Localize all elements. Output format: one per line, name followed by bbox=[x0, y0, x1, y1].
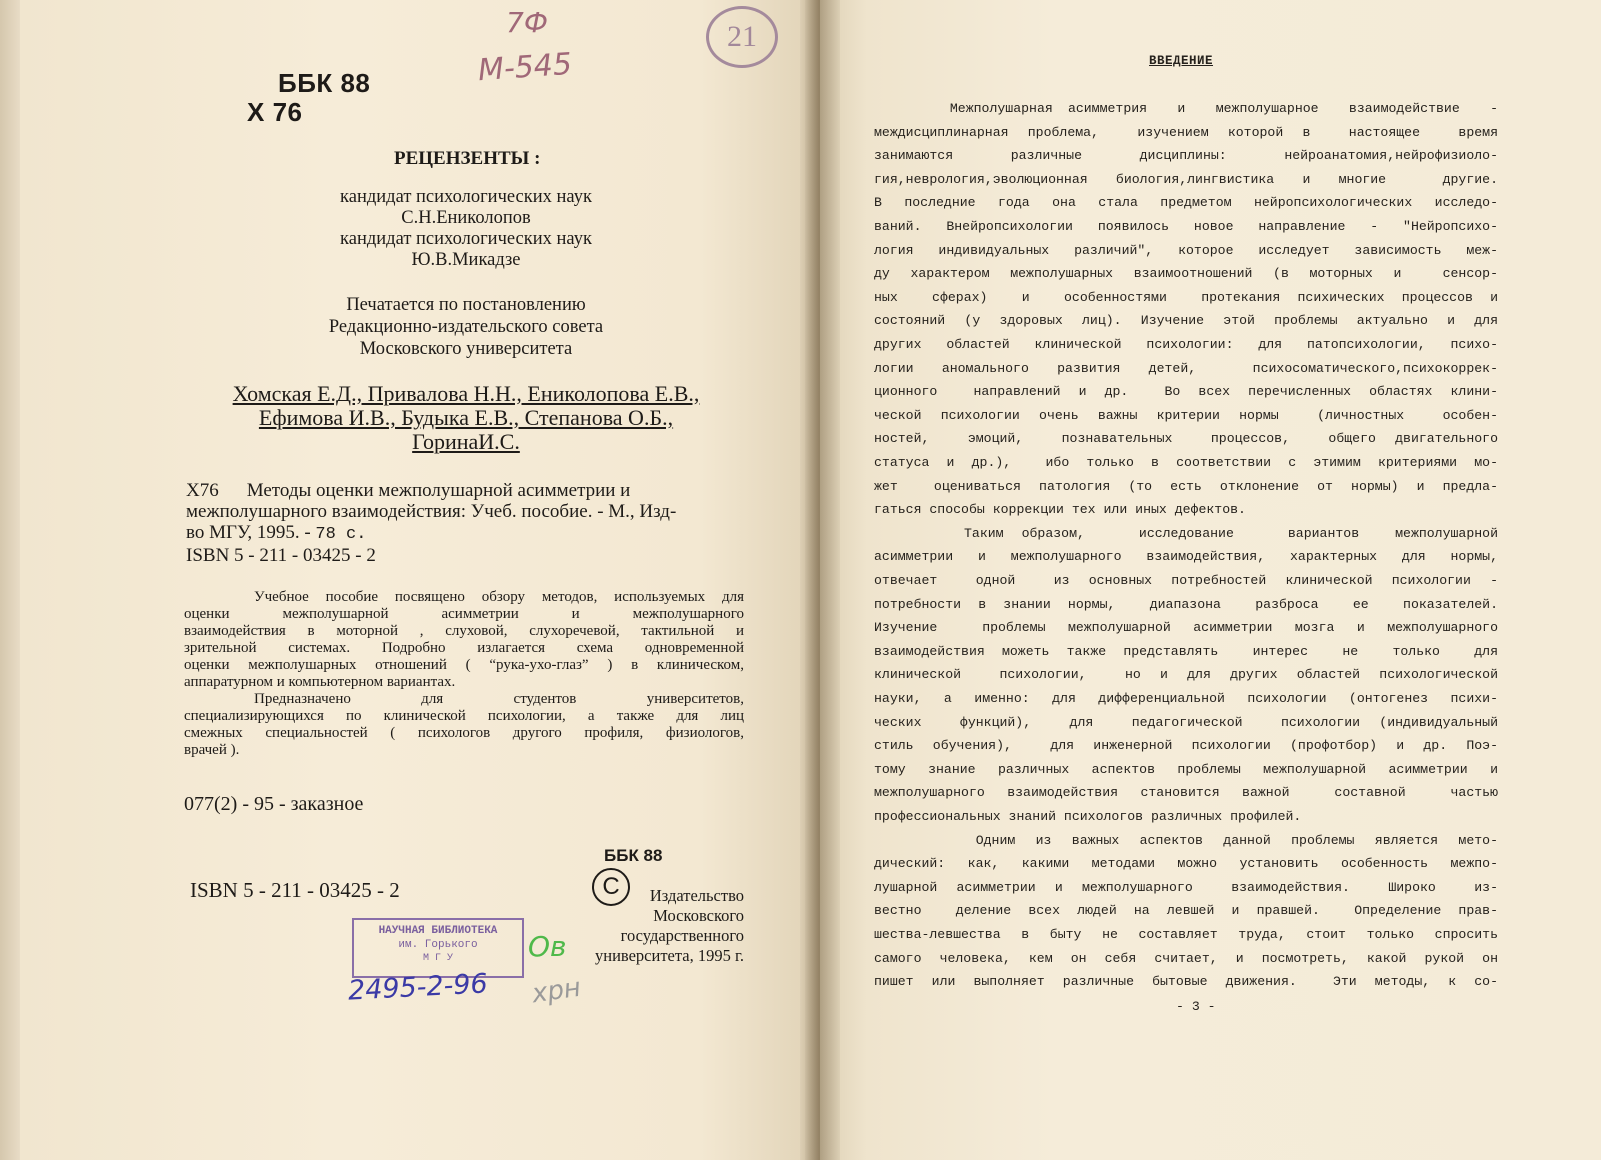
publisher-line: Московского bbox=[653, 906, 744, 925]
catalog-pages: 78 с. bbox=[315, 525, 367, 544]
body-text-line: вестно деление всех людей на левшей и правшей. Определение прав- bbox=[874, 903, 1498, 919]
handwritten-shelf-mark: 7Ф bbox=[506, 6, 548, 39]
bbk-code-bottom: ББК 88 bbox=[604, 846, 663, 865]
library-stamp-line: им. Горького bbox=[398, 939, 478, 951]
body-text-line: ческой психологии очень важны критерии нормы (личностных особен- bbox=[874, 407, 1498, 423]
body-text-line: Таким образом, исследование вариантов межполушарной bbox=[874, 525, 1498, 541]
bbk-code: ББК 88 bbox=[278, 68, 371, 98]
publication-note-line: Печатается по постановлению bbox=[346, 295, 586, 315]
reviewer-name: Ю.В.Микадзе bbox=[411, 250, 521, 270]
annotation-line: оценки межполушарных отношений ( “рука-ухо-глаз” ) в клиническом, bbox=[184, 657, 744, 673]
body-text-line: стиль обучения), для инженерной психологии (профотбор) и др. Поэ- bbox=[874, 738, 1498, 754]
authors-line: Ефимова И.В., Будыка Е.В., Степанова О.Б., bbox=[258, 405, 674, 430]
body-text-line: пишет или выполняет различные бытовые движения. Эти методы, к со- bbox=[874, 974, 1498, 990]
author-index: Х 76 bbox=[247, 97, 303, 127]
body-text-line: жет оцениваться патология (то есть отклонение от нормы) и предла- bbox=[874, 478, 1498, 494]
body-text-line: асимметрии и межполушарного взаимодействия, характерных для нормы, bbox=[874, 549, 1498, 565]
handwritten-green-mark: Ов bbox=[528, 930, 567, 963]
handwritten-inventory-number: 2495-2-96 bbox=[347, 968, 489, 1007]
annotation-line: врачей ). bbox=[184, 742, 240, 758]
body-text-line: профессиональных знаний психологов различных профилей. bbox=[874, 809, 1302, 824]
library-stamp-line: НАУЧНАЯ БИБЛИОТЕКА bbox=[378, 925, 498, 937]
body-text-line: гаться способы коррекции тех или иных дефектов. bbox=[874, 502, 1246, 518]
annotation-line: специализирующихся по клинической психологии, а также для лиц bbox=[184, 708, 744, 724]
body-text-line: ду характером межполушарных взаимоотношений (в моторных и сенсор- bbox=[874, 266, 1498, 282]
scan-bottom-edge bbox=[0, 1160, 1601, 1173]
publication-note-line: Редакционно-издательского совета bbox=[328, 317, 604, 337]
authors-block bbox=[180, 382, 752, 454]
publisher-block bbox=[560, 886, 744, 966]
body-text-line: логии аномального развития детей, психосоматического,психокоррек- bbox=[874, 360, 1498, 376]
publisher-line: Издательство bbox=[649, 886, 744, 905]
authors-line: ГоринаИ.С. bbox=[412, 429, 520, 454]
body-text-line: ваний. Внейропсихологии появилось новое направление - "Нейропсихо- bbox=[874, 219, 1498, 234]
annotation-line: зрительной системах. Подробно излагается схема одновременной bbox=[184, 640, 744, 656]
body-text-line: отвечает одной из основных потребностей клинической психологии - bbox=[874, 573, 1498, 588]
body-text-line: междисциплинарная проблема, изучением которой в настоящее время bbox=[874, 124, 1498, 140]
circled-number-stamp: 21 bbox=[706, 6, 778, 68]
body-text-line: Одним из важных аспектов данной проблемы является мето- bbox=[874, 832, 1498, 848]
catalog-entry bbox=[186, 480, 746, 566]
reviewers-title: РЕЦЕНЗЕНТЫ : bbox=[394, 148, 541, 169]
body-text-line: ных сферах) и особенностями протекания психических процессов и bbox=[874, 289, 1498, 305]
isbn-bottom: ISBN 5 - 211 - 03425 - 2 bbox=[190, 878, 400, 902]
annotation-line: оценки межполушарной асимметрии и межполушарного bbox=[184, 606, 744, 622]
publication-note-line: Московского университета bbox=[359, 339, 573, 359]
body-text-line: межполушарного взаимодействия становится важной составной частью bbox=[874, 785, 1498, 801]
catalog-code: Х76 bbox=[186, 480, 219, 501]
annotation bbox=[184, 589, 744, 759]
body-text-line: шества-левшества в быту не составляет труда, стоит только спросить bbox=[874, 927, 1498, 942]
body-text-line: тому знание различных аспектов проблемы межполушарной асимметрии и bbox=[874, 761, 1498, 777]
body-text-line: взаимодействия можеть также представлять интерес не только для bbox=[874, 643, 1498, 659]
annotation-line: Учебное пособие посвящено обзору методов, используемых для bbox=[254, 589, 744, 605]
handwritten-gray-mark: хрн bbox=[530, 972, 583, 1010]
catalog-title: Методы оценки межполушарной асимметрии и bbox=[246, 480, 631, 501]
body-text-line: логия индивидуальных различий", которое исследует зависимость меж- bbox=[874, 242, 1498, 258]
book-edge bbox=[0, 0, 20, 1173]
body-text-line: ческих функций), для педагогической психологии (индивидуальный bbox=[874, 714, 1498, 730]
reviewer-degree: кандидат психологических наук bbox=[340, 187, 592, 207]
body-text-line: Изучение проблемы межполушарной асимметрии мозга и межполушарного bbox=[874, 620, 1498, 636]
body-text-line: статуса и др.), ибо только в соответствии с этимим критериями мо- bbox=[874, 455, 1498, 470]
body-text-line: потребности в знании нормы, диапазона разброса ее показателей. bbox=[874, 596, 1498, 612]
authors-line: Хомская Е.Д., Привалова Н.Н., Ениколопова Е.В., bbox=[232, 381, 700, 406]
body-text-line: гия,неврология,эволюционная биология,лингвистика и многие другие. bbox=[874, 171, 1498, 187]
body-text-line: состояний (у здоровых лиц). Изучение этой проблемы актуально и для bbox=[874, 313, 1498, 329]
body-text-line: занимаются различные дисциплины: нейроанатомия,нейрофизиоло- bbox=[874, 148, 1498, 164]
book-gutter-shadow bbox=[800, 0, 840, 1160]
annotation-line: Предназначено для студентов университетов, bbox=[254, 691, 744, 707]
catalog-line: межполушарного взаимодействия: Учеб. пособие. - М., Изд- bbox=[186, 501, 677, 522]
copyright-icon: C bbox=[592, 868, 630, 906]
publication-note bbox=[266, 294, 666, 360]
reviewers-block bbox=[266, 187, 666, 271]
body-text-line: В последние года она стала предметом нейропсихологических исследо- bbox=[874, 195, 1498, 211]
publisher-line: университета, 1995 г. bbox=[594, 946, 744, 965]
body-text-line: дический: как, какими методами можно установить особенность межпо- bbox=[874, 856, 1498, 872]
body-text-line: ностей, эмоций, познавательных процессов, общего двигательного bbox=[874, 431, 1498, 447]
body-text-line: лушарной асимметрии и межполушарного взаимодействия. Широко из- bbox=[874, 879, 1498, 895]
body-text-line: Межполушарная асимметрия и межполушарное взаимодействие - bbox=[874, 101, 1498, 116]
annotation-line: аппаратурном и компьютерном вариантах. bbox=[184, 674, 456, 690]
body-text-line: самого человека, кем он себя считает, и посмотреть, какой рукой он bbox=[874, 950, 1498, 966]
library-stamp bbox=[352, 918, 524, 978]
page-number: - 3 - bbox=[1176, 999, 1216, 1014]
library-stamp-line: М Г У bbox=[422, 953, 453, 964]
annotation-line: смежных специальностей ( психологов другого профиля, физиологов, bbox=[184, 725, 744, 741]
handwritten-call-number: М-545 bbox=[476, 46, 574, 89]
publisher-line: государственного bbox=[620, 926, 744, 945]
body-text-line: науки, а именно: для дифференциальной психологии (онтогенез психи- bbox=[874, 691, 1498, 706]
reviewer-name: С.Н.Ениколопов bbox=[401, 208, 531, 228]
body-text-line: клинической психологии, но и для других областей психологической bbox=[874, 667, 1498, 683]
catalog-isbn: ISBN 5 - 211 - 03425 - 2 bbox=[186, 545, 376, 566]
catalog-line: во МГУ, 1995. - bbox=[186, 522, 311, 543]
annotation-line: взаимодействия в моторной , слуховой, слухоречевой, тактильной и bbox=[184, 623, 744, 639]
order-code: 077(2) - 95 - заказное bbox=[184, 793, 364, 815]
section-heading: ВВЕДЕНИЕ bbox=[1149, 54, 1214, 68]
reviewer-degree: кандидат психологических наук bbox=[340, 229, 592, 249]
body-text-line: других областей клинической психологии: для патопсихологии, психо- bbox=[874, 337, 1498, 352]
body-text-line: ционного направлений и др. Во всех перечисленных областях клини- bbox=[874, 384, 1498, 400]
